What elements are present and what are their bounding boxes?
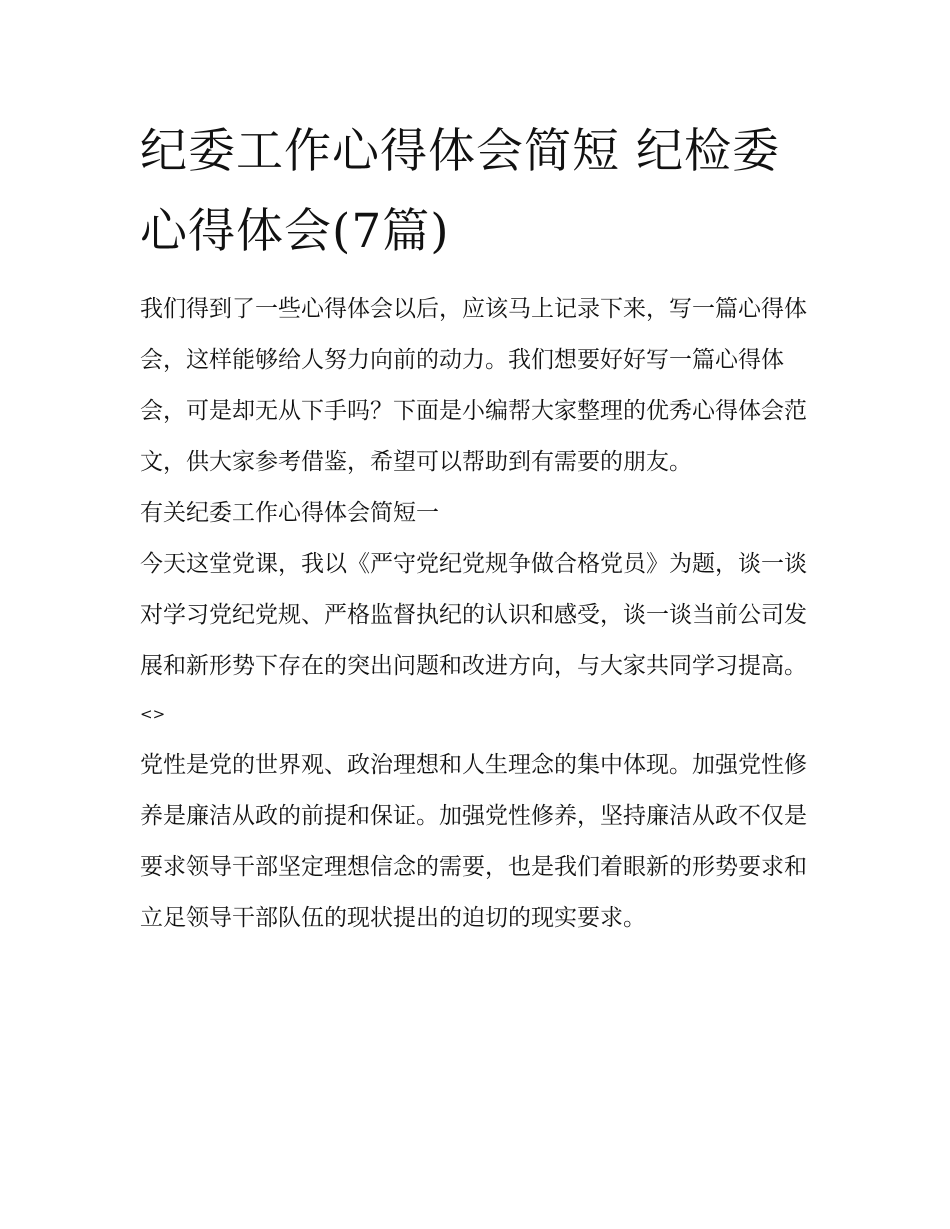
body-paragraph-1: 今天这堂党课，我以《严守党纪党规争做合格党员》为题，谈一谈对学习党纪党规、严格监督执纪的认识和感受，谈一谈当前公司发展和新形势下存在的突出问题和改进方向，与大家共同学习提高。	[140, 551, 807, 679]
document-page	[140, 112, 812, 944]
intro-paragraph: 我们得到了一些心得体会以后，应该马上记录下来，写一篇心得体会，这样能够给人努力向前的动力。我们想要好好写一篇心得体会，可是却无从下手吗？下面是小编帮大家整理的优秀心得体会范文，供大家参考借鉴，希望可以帮助到有需要的朋友。	[140, 296, 807, 475]
body-paragraph-2: 党性是党的世界观、政治理想和人生理念的集中体现。加强党性修养是廉洁从政的前提和保证。加强党性修养，坚持廉洁从政不仅是要求领导干部坚定理想信念的需要，也是我们着眼新的形势要求和立足领导干部队伍的现状提出的迫切的现实要求。	[140, 752, 807, 931]
placeholder-marker: <>	[140, 705, 166, 723]
document-title: 纪委工作心得体会简短 纪检委心得体会(7篇)	[140, 124, 780, 259]
section-heading: 有关纪委工作心得体会简短一	[140, 500, 439, 526]
